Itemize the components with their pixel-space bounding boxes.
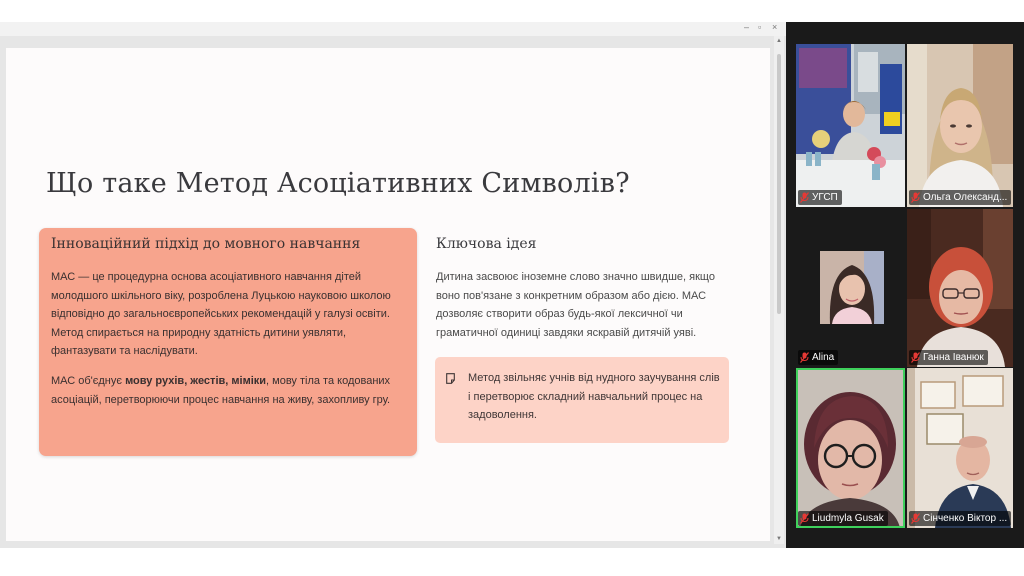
conference-room-video xyxy=(796,44,905,207)
paragraph-2-start: МАС об'єднує xyxy=(51,375,126,387)
muted-mic-icon xyxy=(911,352,920,363)
participant-tile-liudmyla[interactable] xyxy=(796,368,905,528)
scroll-thumb[interactable] xyxy=(777,54,781,314)
participant-name-label xyxy=(798,190,842,205)
participant-name: Ганна Іванюк xyxy=(923,352,984,363)
note-text: Метод звільняє учнів від нудного заучування слів і перетворює складний навчальний процес на задоволення. xyxy=(468,372,720,421)
participant-video xyxy=(796,368,905,528)
meeting-window xyxy=(0,22,1024,548)
participant-video xyxy=(907,44,1013,207)
presentation-slide xyxy=(6,48,770,541)
participant-name-label xyxy=(798,350,838,365)
shared-screen xyxy=(0,22,786,548)
participant-video xyxy=(907,368,1013,528)
innovation-card xyxy=(39,228,417,456)
share-toolbar xyxy=(0,22,786,36)
innovation-card-paragraph-2 xyxy=(51,372,409,409)
participant-avatar xyxy=(820,251,884,324)
vertical-scrollbar[interactable] xyxy=(774,36,784,544)
participant-tile-olga[interactable] xyxy=(907,44,1013,207)
muted-mic-icon xyxy=(800,352,809,363)
muted-mic-icon xyxy=(800,513,809,524)
note-icon xyxy=(446,373,455,384)
participant-name: Alina xyxy=(812,352,835,363)
participant-name: Сінченко Віктор ... xyxy=(923,513,1008,524)
minimize-icon[interactable]: ‒ xyxy=(744,22,750,32)
muted-mic-icon xyxy=(911,192,920,203)
participant-tile-ugsp[interactable] xyxy=(796,44,905,207)
participant-name: Liudmyla Gusak xyxy=(812,513,884,524)
participant-name-label xyxy=(909,190,1011,205)
restore-icon[interactable]: ▫ xyxy=(758,22,762,32)
video-gallery xyxy=(786,22,1024,548)
participant-name-label xyxy=(909,511,1011,526)
participant-tile-hanna[interactable] xyxy=(907,209,1013,367)
note-card xyxy=(435,357,729,443)
key-idea-text: Дитина засвоює іноземне слово значно швидше, якщо воно пов'язане з конкретним образом або дією. МАС дозволяє створити образ будь-якої лексичної чи граматичної одиниці завдяки яскравій дитячій уяві. xyxy=(436,271,715,339)
scroll-up-icon[interactable]: ▲ xyxy=(776,38,782,44)
innovation-card-heading: Інноваційний підхід до мовного навчання xyxy=(51,236,361,252)
close-icon[interactable]: × xyxy=(772,22,778,32)
slide-title: Що таке Метод Асоціативних Символів? xyxy=(46,168,630,199)
participant-name-label xyxy=(909,350,988,365)
participant-tile-sinchenko[interactable] xyxy=(907,368,1013,528)
participant-name-label xyxy=(798,511,888,526)
paragraph-2-end: , мову тіла та кодованих асоціацій, перетворюючи процес навчання на живу, захопливу гру. xyxy=(51,375,391,406)
scroll-down-icon[interactable]: ▼ xyxy=(776,536,782,542)
muted-mic-icon xyxy=(800,192,809,203)
participant-video xyxy=(907,209,1013,367)
participant-tile-alina[interactable] xyxy=(796,209,905,367)
paragraph-2-bold: мову рухів, жестів, міміки xyxy=(125,375,267,387)
key-idea-heading: Ключова ідея xyxy=(436,236,537,252)
participant-name: Ольга Олександ... xyxy=(923,192,1008,203)
innovation-card-paragraph-1: МАС — це процедурна основа асоціативного навчання дітей молодшого шкільного віку, розроблена Луцькою науковою школою відповідно до загальноєвропейських рекомендацій у галузі освіти. Метод спирається на природну здатність дитини уявляти, фантазувати та наслідувати. xyxy=(51,271,391,357)
muted-mic-icon xyxy=(911,513,920,524)
participant-name: УГСП xyxy=(812,192,838,203)
